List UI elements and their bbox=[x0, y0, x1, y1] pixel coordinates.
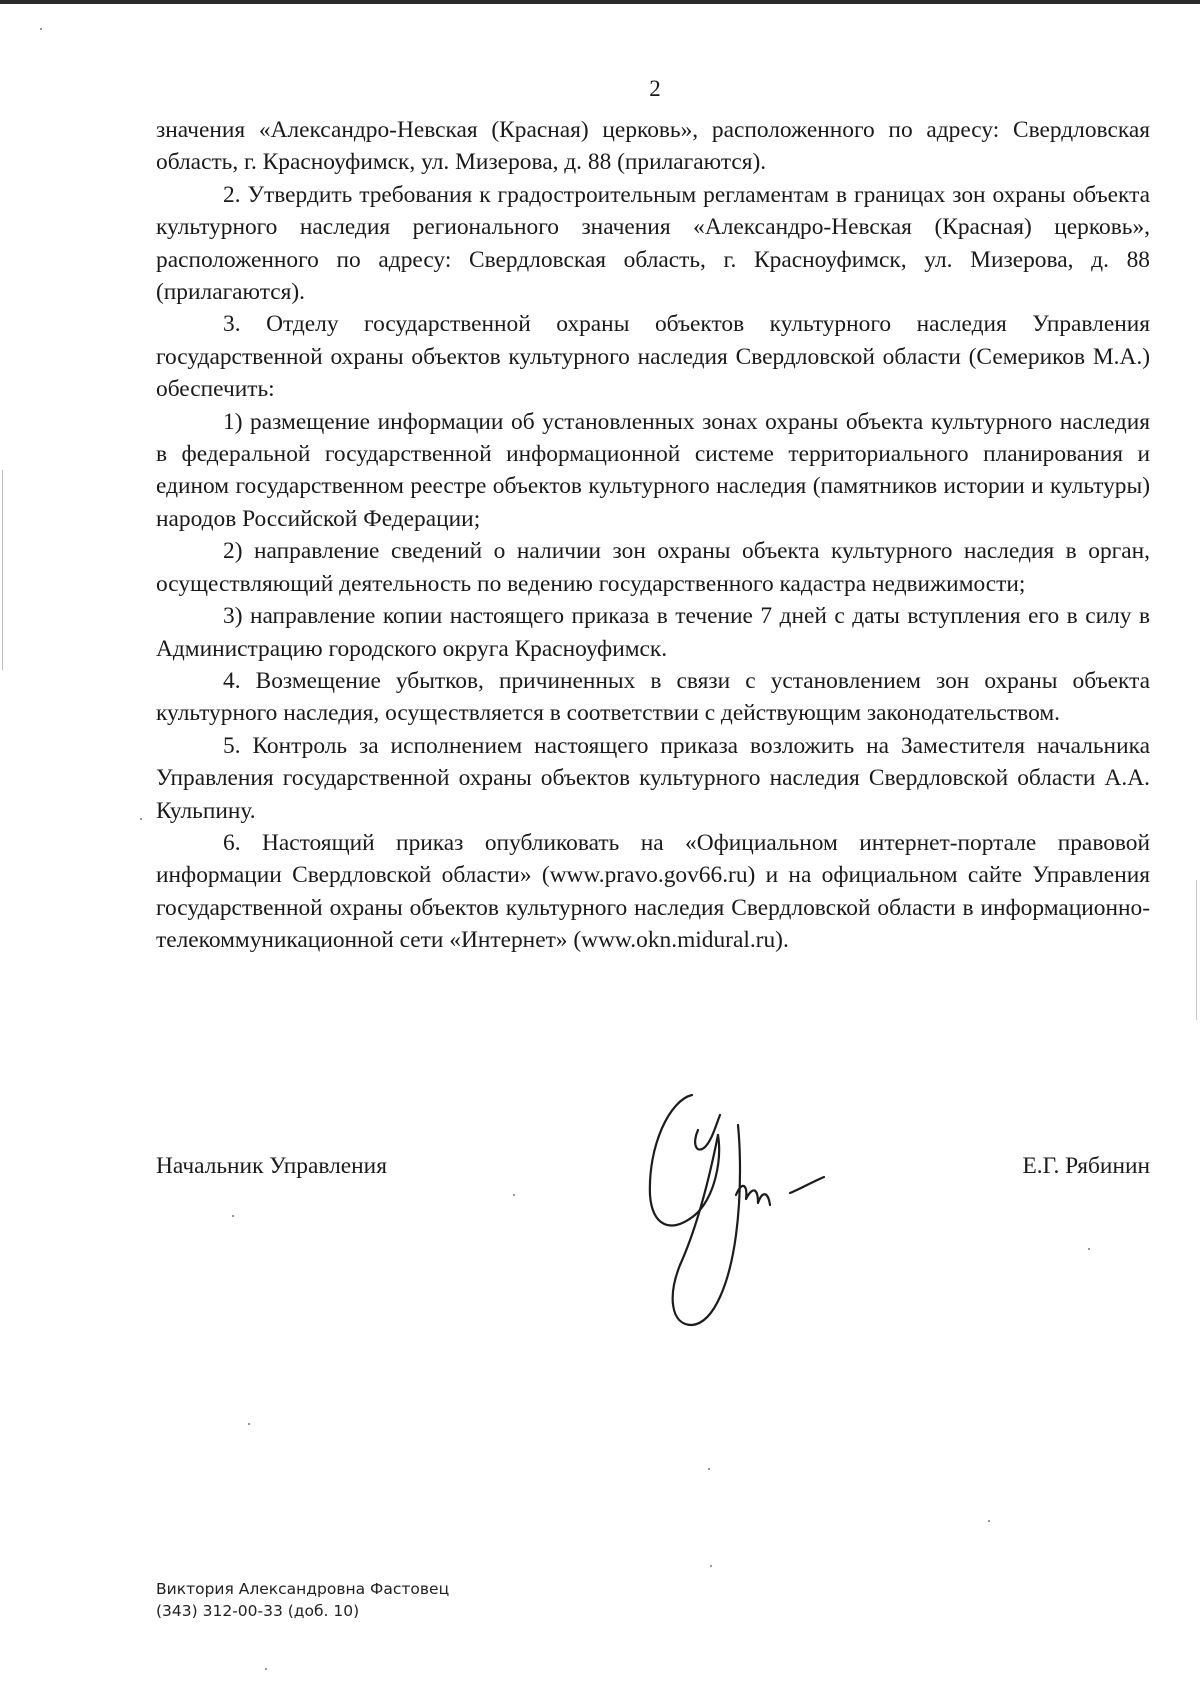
scan-speck bbox=[708, 1468, 710, 1470]
scan-speck bbox=[232, 1215, 234, 1217]
scan-speck bbox=[710, 1565, 712, 1567]
paragraph-item-6: 6. Настоящий приказ опубликовать на «Официальном интернет-портале правовой информации Свердловской области» (www.pravo.gov66.ru) и на официальном сайте Управления государственной охраны объектов культурного наследия Свердловской области в информационно-телекоммуникационной сети «Интернет» (www.okn.midural.ru). bbox=[156, 829, 1150, 954]
page-number: 2 bbox=[649, 76, 661, 101]
contact-name: Виктория Александровна Фастовец bbox=[156, 1580, 450, 1598]
contact-phone: (343) 312-00-33 (доб. 10) bbox=[156, 1602, 360, 1620]
scan-left-edge bbox=[2, 470, 3, 670]
scan-speck bbox=[140, 818, 142, 820]
document-body bbox=[156, 114, 1150, 957]
paragraph-item-3: 3. Отделу государственной охраны объектов культурного наследия Управления государственной охраны объектов культурного наследия Свердловской области (Семериков М.А.) обеспечить: bbox=[156, 311, 1150, 403]
paragraph-subitem-1: 1) размещение информации об установленных зонах охраны объекта культурного наследия в федеральной государственной информационной системе территориального планирования и едином государственном реестре объектов культурного наследия (памятников истории и культуры) народов Российской Федерации; bbox=[156, 408, 1150, 532]
handwritten-signature bbox=[640, 1085, 860, 1335]
scan-speck bbox=[513, 1194, 515, 1196]
footer-contact bbox=[156, 1578, 449, 1622]
signatory-name: Е.Г. Рябинин bbox=[1022, 1153, 1150, 1179]
paragraph-subitem-3: 3) направление копии настоящего приказа в течение 7 дней с даты вступления его в силу в Администрацию городского округа Красноуфимск. bbox=[156, 603, 1150, 662]
scan-speck bbox=[248, 1423, 250, 1425]
paragraph-item-5: 5. Контроль за исполнением настоящего приказа возложить на Заместителя начальника Управления государственной охраны объектов культурного наследия Свердловской области А.А. Кульпину. bbox=[156, 732, 1150, 824]
scan-top-border bbox=[0, 0, 1200, 4]
scan-speck bbox=[40, 28, 42, 30]
signatory-title: Начальник Управления bbox=[156, 1153, 387, 1179]
paragraph-continuation: значения «Александро-Невская (Красная) церковь», расположенного по адресу: Свердловская область, г. Красноуфимск, ул. Мизерова, д. 88 (прилагаются). bbox=[156, 117, 1150, 176]
paragraph-subitem-2: 2) направление сведений о наличии зон охраны объекта культурного наследия в орган, осуществляющий деятельность по ведению государственного кадастра недвижимости; bbox=[156, 538, 1150, 597]
scan-speck bbox=[265, 1668, 267, 1670]
paragraph-item-4: 4. Возмещение убытков, причиненных в связи с установлением зон охраны объекта культурного наследия, осуществляется в соответствии с действующим законодательством. bbox=[156, 667, 1150, 727]
paragraph-item-2: 2. Утвердить требования к градостроительным регламентам в границах зон охраны объекта культурного наследия регионального значения «Александро-Невская (Красная) церковь», расположенного по адресу: Свердловская область, г. Красноуфимск, ул. Мизерова, д. 88 (прилагаются). bbox=[156, 181, 1150, 306]
scan-speck bbox=[988, 1520, 990, 1522]
scan-speck bbox=[1088, 1248, 1090, 1250]
scan-right-edge bbox=[1196, 880, 1197, 1020]
